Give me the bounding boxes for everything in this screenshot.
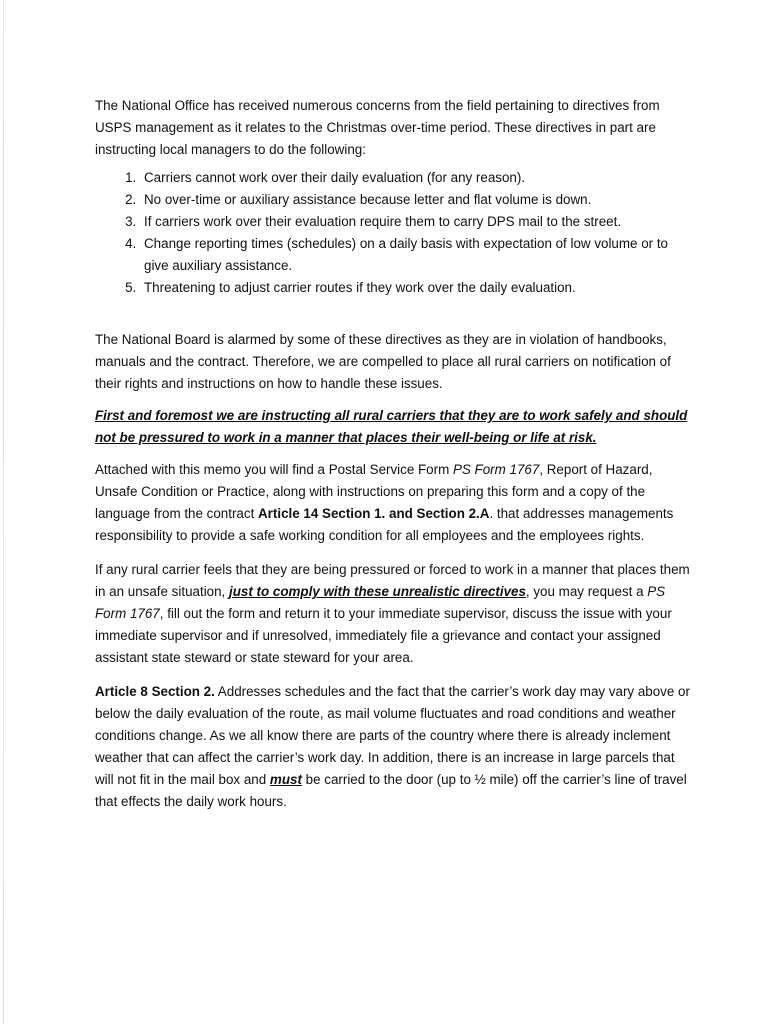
safety-warning: First and foremost we are instructing all rural carriers that they are to work safely and should not be pressured to work in a manner that places their well-being or life at risk. xyxy=(95,408,688,445)
attached-text-3: . that addresses managements responsibility to provide a safe working condition for all employees and the employees rights. xyxy=(95,506,674,543)
article8-text-2: be carried to the door (up to ½ mile) off the carrier’s line of travel that effects the daily work hours. xyxy=(95,772,687,809)
must-emphasis: must xyxy=(269,772,302,787)
form-name: PS Form 1767 xyxy=(452,462,540,477)
pressure-text-1: If any rural carrier feels that they are being pressured or forced to work in a manner that places them in an unsafe situation, xyxy=(95,562,690,599)
list-item: 2. No over-time or auxiliary assistance because letter and flat volume is down. xyxy=(140,189,695,211)
attached-text-1: Attached with this memo you will find a Postal Service Form xyxy=(95,462,453,477)
scan-edge xyxy=(3,0,4,1024)
list-item: 5. Threatening to adjust carrier routes if they work over the daily evaluation. xyxy=(140,277,695,299)
memo-page xyxy=(95,95,695,813)
article-reference: Article 14 Section 1. and Section 2.A xyxy=(258,506,490,521)
directives-list xyxy=(95,167,695,299)
article8-text-1: Addresses schedules and the fact that the carrier’s work day may vary above or below the daily evaluation of the route, as mail volume fluctuates and road conditions and weather conditions change. As we all know there are parts of the country where there is already inclement weather that can affect the carrier’s work day. In addition, there is an increase in large parcels that will not fit in the mail box and xyxy=(95,684,690,787)
article8-heading: Article 8 Section 2. xyxy=(95,684,215,699)
intro-paragraph: The National Office has received numerous concerns from the field pertaining to directives from USPS management as it relates to the Christmas over-time period. These directives in part are instructing local managers to do the following: xyxy=(95,98,660,157)
article8-paragraph xyxy=(95,681,695,813)
list-item: 3. If carriers work over their evaluation require them to carry DPS mail to the street. xyxy=(140,211,695,233)
form-name: PS Form 1767 xyxy=(95,584,666,621)
pressure-text-2: , you may request a xyxy=(525,584,648,599)
list-item: 4. Change reporting times (schedules) on a daily basis with expectation of low volume or to give auxiliary assistance. xyxy=(140,233,695,277)
directives-emphasis: just to comply with these unrealistic directives xyxy=(229,584,526,599)
attached-paragraph xyxy=(95,459,695,547)
pressure-paragraph xyxy=(95,559,695,669)
attached-text-2: , Report of Hazard, Unsafe Condition or Practice, along with instructions on preparing this form and a copy of the language from the contract xyxy=(95,462,653,521)
board-paragraph: The National Board is alarmed by some of these directives as they are in violation of handbooks, manuals and the contract. Therefore, we are compelled to place all rural carriers on notification of their rights and instructions on how to handle these issues. xyxy=(95,332,671,391)
list-item: 1. Carriers cannot work over their daily evaluation (for any reason). xyxy=(140,167,695,189)
pressure-text-3: , fill out the form and return it to your immediate supervisor, discuss the issue with your immediate supervisor and if unresolved, immediately file a grievance and contact your assigned assistant state steward or state steward for your area. xyxy=(95,606,672,665)
